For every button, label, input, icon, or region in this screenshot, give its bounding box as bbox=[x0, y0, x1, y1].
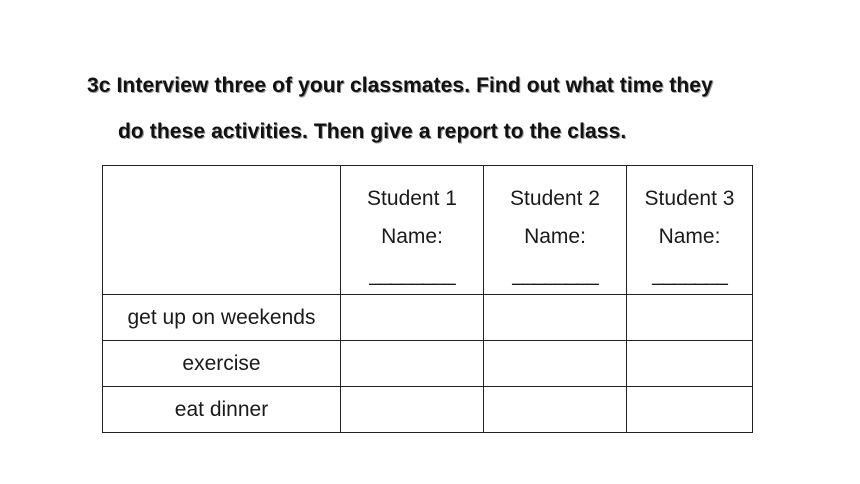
answer-cell[interactable] bbox=[627, 295, 753, 341]
instruction-line-1: 3c Interview three of your classmates. Find out what time they bbox=[87, 74, 713, 97]
activity-label: get up on weekends bbox=[103, 295, 341, 341]
student-2-name-label: Name: bbox=[524, 225, 586, 248]
table-row bbox=[103, 295, 753, 341]
student-1-name-label: Name: bbox=[381, 225, 443, 248]
student-3-header bbox=[627, 166, 753, 295]
table-row bbox=[103, 341, 753, 387]
interview-table bbox=[102, 165, 753, 433]
student-3-title: Student 3 bbox=[644, 187, 735, 210]
activity-label: exercise bbox=[103, 341, 341, 387]
answer-cell[interactable] bbox=[484, 295, 627, 341]
answer-cell[interactable] bbox=[627, 341, 753, 387]
student-3-name-blank[interactable]: _______ bbox=[652, 263, 727, 286]
student-2-name-blank[interactable]: ________ bbox=[512, 263, 598, 286]
answer-cell[interactable] bbox=[484, 341, 627, 387]
student-2-title: Student 2 bbox=[510, 187, 600, 210]
table-row bbox=[103, 387, 753, 433]
student-1-name-blank[interactable]: ________ bbox=[369, 263, 455, 286]
activity-label: eat dinner bbox=[103, 387, 341, 433]
answer-cell[interactable] bbox=[341, 295, 484, 341]
student-3-name-label: Name: bbox=[658, 225, 721, 248]
instruction-line-2: do these activities. Then give a report to the class. bbox=[118, 120, 627, 143]
answer-cell[interactable] bbox=[627, 387, 753, 433]
answer-cell[interactable] bbox=[341, 341, 484, 387]
header-corner-cell bbox=[103, 166, 341, 295]
student-1-header bbox=[341, 166, 484, 295]
header-row bbox=[103, 166, 753, 295]
student-1-title: Student 1 bbox=[367, 187, 457, 210]
answer-cell[interactable] bbox=[341, 387, 484, 433]
answer-cell[interactable] bbox=[484, 387, 627, 433]
student-2-header bbox=[484, 166, 627, 295]
